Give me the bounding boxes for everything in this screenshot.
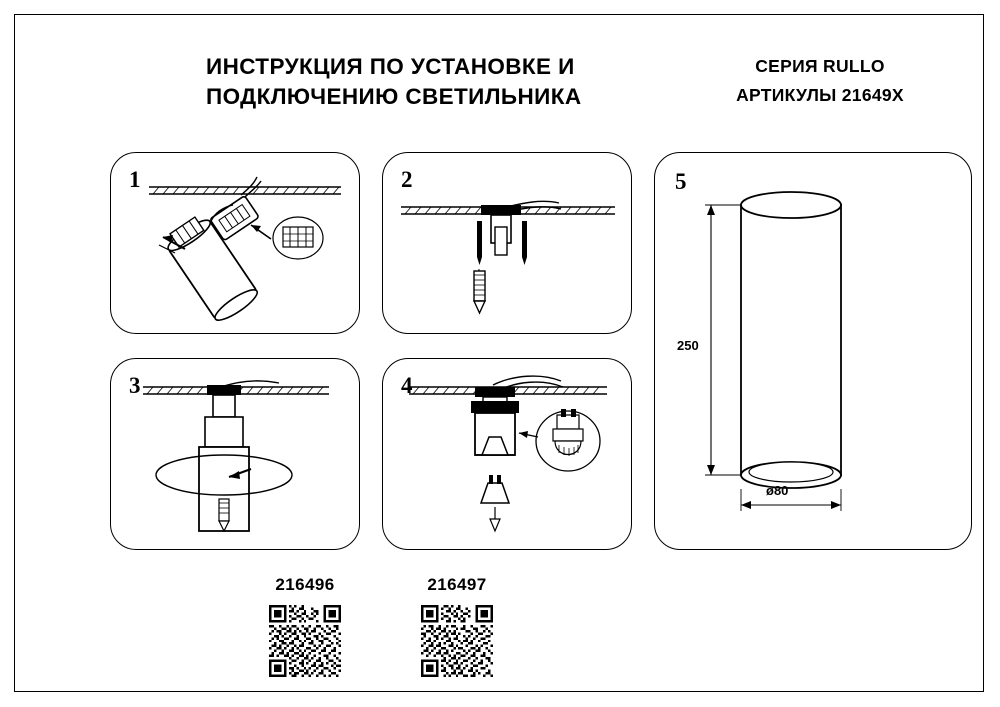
height-dimension-label: 250	[677, 338, 699, 353]
step-panel-1	[110, 152, 360, 334]
code-label-216497: 216497	[427, 575, 487, 594]
page-title	[206, 52, 626, 112]
qr-code-216497	[421, 605, 493, 677]
code-item-2	[402, 575, 512, 677]
code-item-1	[250, 575, 360, 677]
dimension-drawing	[655, 153, 973, 551]
step-number-5: 5	[675, 169, 687, 194]
step-panel-2	[382, 152, 632, 334]
series-name: СЕРИЯ RULLO	[755, 56, 885, 76]
step-2-illustration	[383, 153, 633, 335]
series-info	[660, 52, 980, 110]
step-1-illustration	[111, 153, 361, 335]
step-panel-5-dimensions	[654, 152, 972, 550]
title-line-2: ПОДКЛЮЧЕНИЮ СВЕТИЛЬНИКА	[206, 84, 582, 109]
title-line-1: ИНСТРУКЦИЯ ПО УСТАНОВКЕ И	[206, 54, 575, 79]
code-label-216496: 216496	[275, 575, 335, 594]
qr-code-216496	[269, 605, 341, 677]
step-panel-4	[382, 358, 632, 550]
diameter-dimension-label: ø80	[766, 483, 789, 498]
step-3-illustration	[111, 359, 361, 551]
step-number-1: 1	[129, 167, 141, 192]
step-4-illustration	[383, 359, 633, 551]
step-number-4: 4	[401, 373, 413, 398]
step-panel-3	[110, 358, 360, 550]
step-number-2: 2	[401, 167, 413, 192]
article-number: АРТИКУЛЫ 21649X	[736, 85, 904, 105]
step-number-3: 3	[129, 373, 141, 398]
article-codes	[250, 575, 550, 677]
